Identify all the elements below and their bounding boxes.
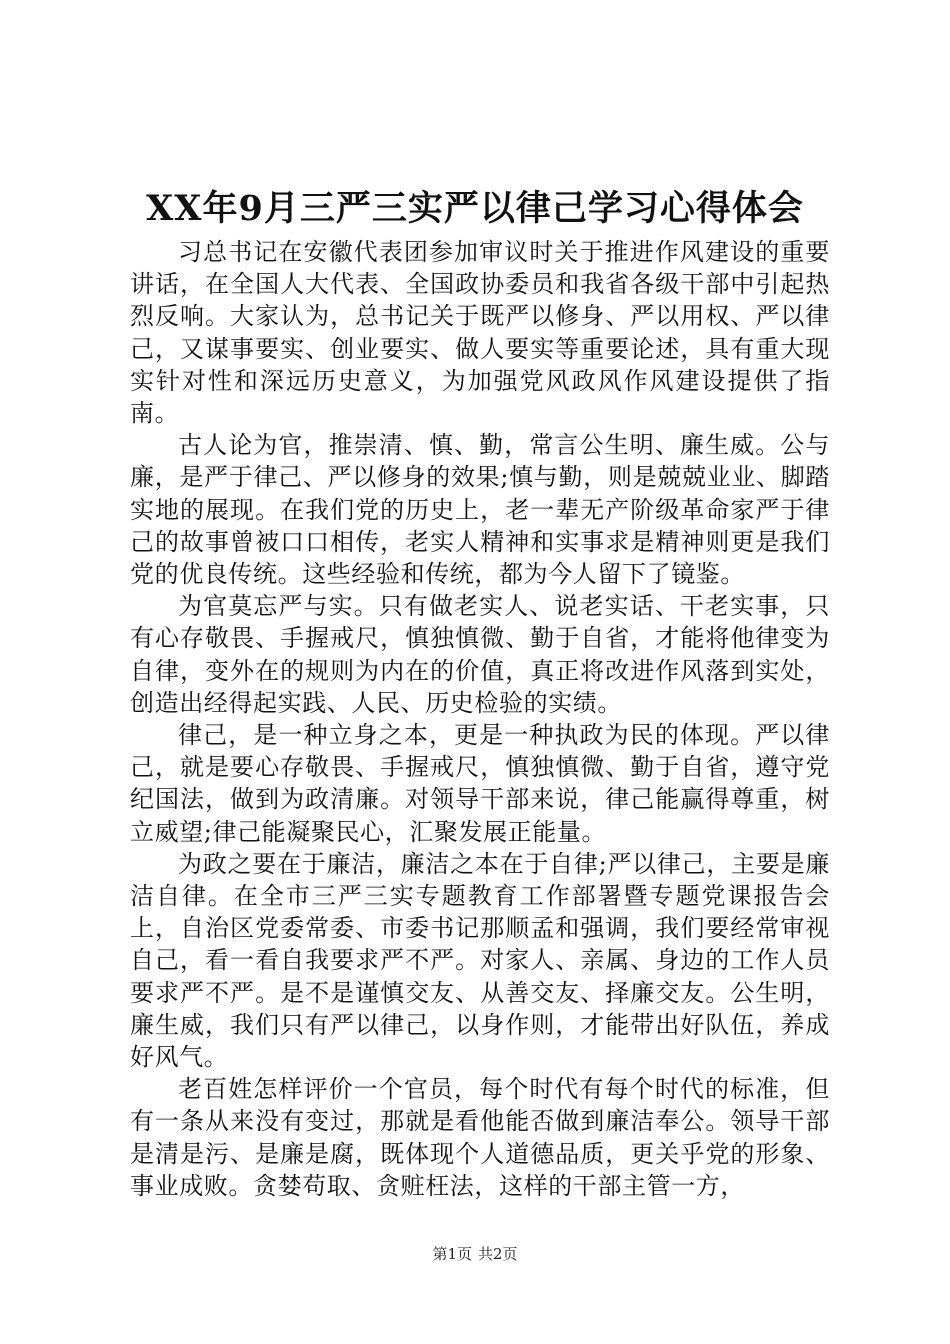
paragraph-5: 为政之要在于廉洁，廉洁之本在于自律;严以律己，主要是廉洁自律。在全市三严三实专题教育工作部署暨专题党课报告会上，自治区党委常委、市委书记那顺孟和强调，我们要经常审视自己，看一看自我要求严不严。对家人、亲属、身边的工作人员要求严不严。是不是谨慎交友、从善交友、择廉交友。公生明，廉生威，我们只有严以律己，以身作则，才能带出好队伍，养成好风气。	[130, 849, 830, 1072]
page-number-current: 第1页	[432, 1245, 472, 1263]
document-body	[130, 236, 830, 1202]
page-footer	[0, 1244, 950, 1264]
paragraph-3: 为官莫忘严与实。只有做老实人、说老实话、干老实事，只有心存敬畏、手握戒尺，慎独慎微、勤于自省，才能将他律变为自律，变外在的规则为内在的价值，真正将改进作风落到实处，创造出经得起实践、人民、历史检验的实绩。	[130, 592, 830, 717]
paragraph-2: 古人论为官，推崇清、慎、勤，常言公生明、廉生威。公与廉，是严于律己、严以修身的效果;慎与勤，则是兢兢业业、脚踏实地的展现。在我们党的历史上，老一辈无产阶级革命家严于律己的故事曾被口口相传，老实人精神和实事求是精神则更是我们党的优良传统。这些经验和传统，都为今人留下了镜鉴。	[130, 431, 830, 589]
page-number-total: 共2页	[478, 1245, 518, 1263]
document-title: XX年9月三严三实严以律己学习心得体会	[146, 188, 804, 229]
paragraph-1: 习总书记在安徽代表团参加审议时关于推进作风建设的重要讲话，在全国人大代表、全国政协委员和我省各级干部中引起热烈反响。大家认为，总书记关于既严以修身、严以用权、严以律己，又谋事要实、创业要实、做人要实等重要论述，具有重大现实针对性和深远历史意义，为加强党风政风作风建设提供了指南。	[130, 238, 830, 428]
paragraph-4: 律己，是一种立身之本，更是一种执政为民的体现。严以律己，就是要心存敬畏、手握戒尺，慎独慎微、勤于自省，遵守党纪国法，做到为政清廉。对领导干部来说，律己能赢得尊重，树立威望;律己能凝聚民心，汇聚发展正能量。	[130, 721, 830, 846]
paragraph-6: 老百姓怎样评价一个官员，每个时代有每个时代的标准，但有一条从来没有变过，那就是看他能否做到廉洁奉公。领导干部是清是污、是廉是腐，既体现个人道德品质，更关乎党的形象、事业成败。贪婪苟取、贪赃枉法，这样的干部主管一方，	[130, 1075, 830, 1200]
